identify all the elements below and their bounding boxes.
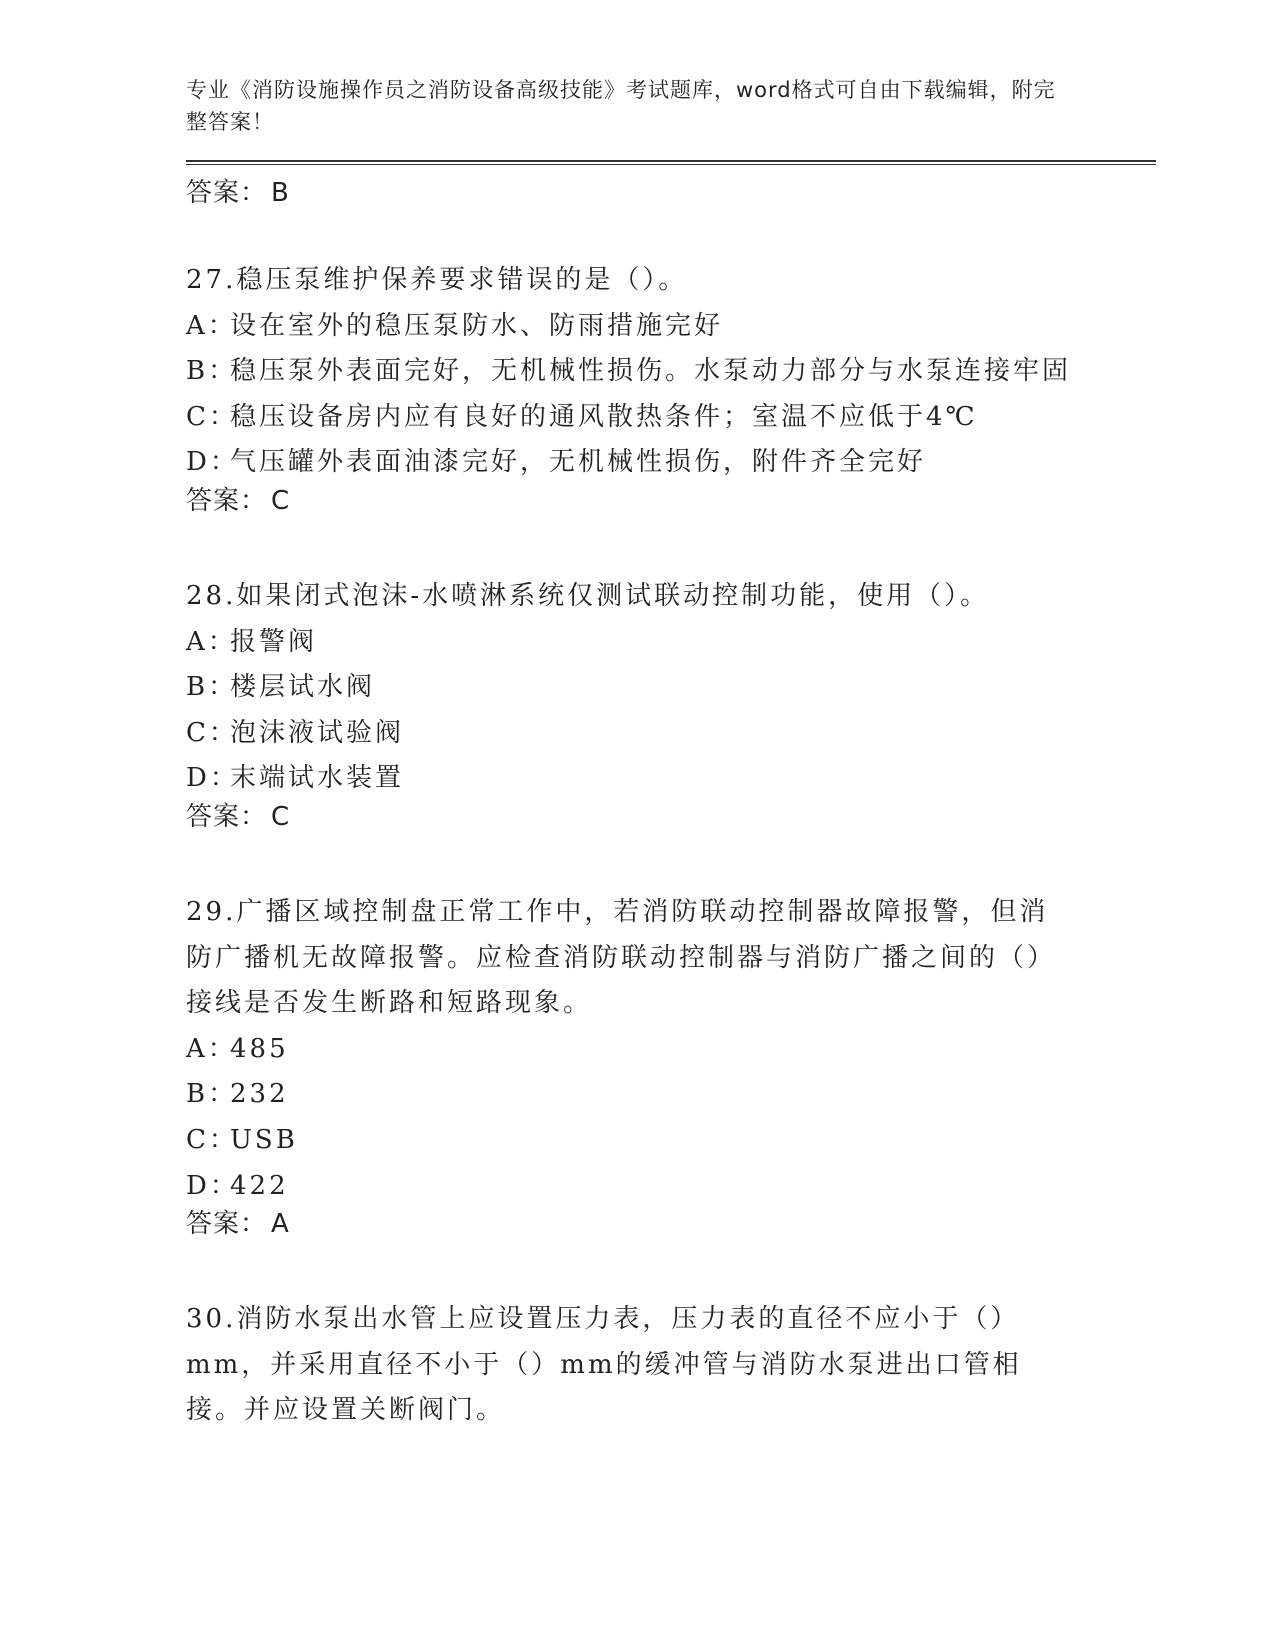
option-a [186, 620, 1156, 666]
option-text: 232 [230, 1079, 289, 1110]
option-text: 稳压泵外表面完好，无机械性损伤。水泵动力部分与水泵连接牢固 [230, 356, 1072, 387]
answer-value: B [271, 178, 290, 208]
option-letter: B： [186, 356, 238, 387]
answer-label: 答案： [186, 801, 268, 832]
option-letter: D： [186, 1170, 239, 1201]
document-header: 专业《消防设施操作员之消防设备高级技能》考试题库，word格式可自由下载编辑，附完整答案！ [186, 78, 1056, 134]
question-27 [186, 258, 1156, 516]
question-stem: 28.如果闭式泡沫-水喷淋系统仅测试联动控制功能，使用（）。 [186, 580, 990, 611]
question-29 [186, 890, 1156, 1239]
option-letter: C： [186, 1124, 238, 1155]
option-letter: D： [186, 447, 239, 478]
option-text: 气压罐外表面油漆完好，无机械性损伤，附件齐全完好 [230, 447, 927, 478]
option-c [186, 711, 1156, 757]
answer-label: 答案： [186, 178, 268, 208]
option-letter: B： [186, 1079, 238, 1110]
answer-line [186, 802, 1156, 832]
option-letter: A： [186, 626, 237, 657]
option-d [186, 756, 1156, 802]
header-divider [186, 160, 1156, 165]
question-stem: 29.广播区域控制盘正常工作中，若消防联动控制器故障报警，但消防广播机无故障报警。应检查消防联动控制器与消防广播之间的（）接线是否发生断路和短路现象。 [186, 896, 1057, 1019]
option-letter: A： [186, 310, 237, 341]
option-text: 末端试水装置 [230, 763, 405, 794]
option-text: USB [230, 1124, 298, 1155]
option-d [186, 440, 1156, 486]
option-text: 422 [230, 1170, 289, 1201]
option-b [186, 349, 1156, 395]
option-text: 报警阀 [230, 626, 318, 657]
question-stem: 27.稳压泵维护保养要求错误的是（）。 [186, 265, 688, 295]
option-b [186, 665, 1156, 711]
option-text: 泡沫液试验阀 [230, 717, 405, 748]
option-b [186, 1072, 1156, 1118]
document-page [186, 0, 1156, 1434]
answer-line [186, 486, 1156, 516]
option-d [186, 1164, 1156, 1210]
question-stem: 30.消防水泵出水管上应设置压力表，压力表的直径不应小于（）mm，并采用直径不小于（）mm的缓冲管与消防水泵进出口管相接。并应设置关断阀门。 [186, 1304, 1022, 1426]
option-letter: C： [186, 401, 238, 432]
option-text: 稳压设备房内应有良好的通风散热条件；室温不应低于4℃ [230, 401, 978, 432]
option-a [186, 1027, 1156, 1073]
option-a [186, 304, 1156, 350]
answer-value: C [271, 801, 291, 832]
question-28 [186, 574, 1156, 832]
answer-line [186, 178, 1156, 208]
answer-value: C [271, 485, 291, 516]
option-letter: D： [186, 763, 239, 794]
option-text: 设在室外的稳压泵防水、防雨措施完好 [230, 310, 724, 341]
option-c [186, 1118, 1156, 1164]
answer-line [186, 1209, 1156, 1239]
option-text: 楼层试水阀 [230, 672, 376, 703]
answer-label: 答案： [186, 1209, 268, 1240]
option-letter: B： [186, 672, 238, 703]
question-30 [186, 1297, 1156, 1434]
option-letter: A： [186, 1033, 237, 1064]
option-text: 485 [230, 1033, 289, 1064]
answer-value: A [271, 1209, 290, 1240]
option-c [186, 395, 1156, 441]
option-letter: C： [186, 717, 238, 748]
answer-label: 答案： [186, 485, 268, 516]
